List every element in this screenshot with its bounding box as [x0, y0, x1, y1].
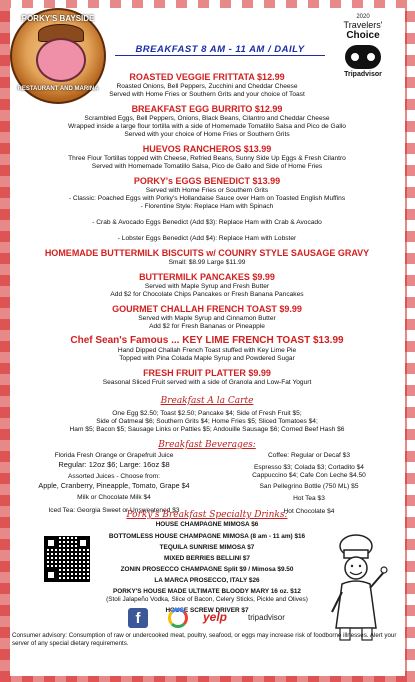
consumer-advisory: Consumer advisory: Consumption of raw or undercooked meat, poultry, seafood, or eggs may increase risk of foodborne illnesses. Alert your server of any special dietary requirements.: [12, 632, 397, 647]
beverage-line: Regular: 12oz $6; Large: 16oz $8: [58, 460, 170, 469]
qr-code[interactable]: [44, 536, 90, 582]
item-desc: Served with Maple Syrup and Fresh Butter: [144, 283, 270, 290]
item-desc: Add $2 for Fresh Bananas or Pineapple: [149, 323, 265, 330]
ala-carte-section: [14, 396, 400, 434]
logo-bottom-text: RESTAURANT AND MARINA: [17, 86, 99, 92]
item-desc: Add $2 for Chocolate Chips Pancakes or Fresh Banana Pancakes: [110, 291, 304, 298]
drink-line: HOUSE CHAMPAGNE MIMOSA $6: [155, 521, 259, 528]
item-desc: Served with Home Fries or Southern Grits: [145, 187, 269, 194]
beverage-line: Cappuccino $4; Cafe Con Leche $4.50: [252, 472, 366, 479]
award-line1: Travelers': [343, 20, 383, 30]
item-title: ROASTED VEGGIE FRITTATA $12.99: [129, 72, 285, 82]
item-desc: Roasted Onions, Bell Peppers, Zucchini and Cheddar Cheese: [116, 83, 298, 90]
menu-item: [14, 304, 400, 331]
item-title: PORKY's EGGS BENEDICT $13.99: [133, 176, 281, 186]
facebook-icon[interactable]: f: [128, 608, 148, 628]
specialty-drinks: [92, 521, 322, 615]
menu-item: [14, 104, 400, 139]
logo-top-text: PORKY'S BAYSIDE: [21, 14, 95, 23]
google-icon[interactable]: [168, 608, 188, 628]
item-title: BUTTERMILK PANCAKES $9.99: [139, 272, 275, 282]
drink-line: TEQUILA SUNRISE MIMOSA $7: [159, 544, 255, 551]
beverage-line: Hot Tea $3: [293, 495, 325, 502]
item-desc: Served with Homemade Tomatillo Salsa, Pico de Gallo and Side of Home Fries: [91, 163, 323, 170]
beverage-line: Assorted Juices - Choose from:: [68, 473, 160, 480]
beverages-right: [224, 452, 394, 516]
drink-line: LA MARCA PROSECCO, ITALY $26: [154, 577, 260, 584]
item-desc: Served with your choice of Home Fries or Southern Grits: [124, 131, 290, 138]
item-desc: - Classic: Poached Eggs with Porky's Hollandaise Sauce over Ham on Toasted English Muffins: [68, 195, 346, 202]
drink-line: MIXED BERRIES BELLINI $7: [164, 555, 250, 562]
drink-line: BOTTOMLESS HOUSE CHAMPAGNE MIMOSA (8 am - 11 am) $16: [108, 533, 306, 540]
award-year: 2020: [356, 14, 370, 20]
menu-item: [14, 272, 400, 299]
beverage-line: Milk or Chocolate Milk $4: [77, 494, 151, 501]
menu-item: [14, 248, 400, 267]
tripadvisor-owl-icon: [345, 45, 381, 69]
item-desc: Small: $8.99 Large $11.99: [168, 259, 246, 266]
ala-carte-line: Side of Oatmeal $6; Southern Grits $4; Home Fries $5; Sliced Tomatoes $4;: [96, 418, 318, 425]
tripadvisor-icon[interactable]: tripadvisor: [248, 613, 285, 622]
award-brand: Tripadvisor: [344, 71, 382, 78]
chef-illustration: [326, 532, 388, 644]
item-desc: Three Flour Tortillas topped with Cheese, Refried Beans, Sunny Side Up Eggs & Fresh Cilantro: [68, 155, 346, 162]
ala-carte-line: One Egg $2.50; Toast $2.50; Pancake $4; Side of Fresh Fruit $5;: [112, 410, 302, 417]
menu-item: [14, 144, 400, 171]
beverage-line: Hot Chocolate $4: [283, 508, 335, 515]
item-title: BREAKFAST EGG BURRITO $12.99: [131, 104, 283, 114]
drink-line: (Stoli Jalapeño Vodka, Slice of Bacon, Celery Sticks, Pickle and Olives): [106, 596, 308, 603]
item-desc: Topped with Pina Colada Maple Syrup and Powdered Sugar: [119, 355, 295, 362]
item-title: GOURMET CHALLAH FRENCH TOAST $9.99: [112, 304, 302, 314]
beverages-title: Breakfast Beverages:: [158, 440, 256, 450]
item-desc: Served with Home Fries or Southern Grits and your choice of Toast: [109, 91, 305, 98]
item-desc: Seasonal Sliced Fruit served with a side of Granola and Low-Fat Yogurt: [102, 379, 312, 386]
item-title: HUEVOS RANCHEROS $13.99: [142, 144, 272, 154]
item-desc: - Crab & Avocado Eggs Benedict (Add $3): Replace Ham with Crab & Avocado: [92, 219, 322, 226]
beverages-left: [24, 452, 204, 515]
beverage-line: Iced Tea: Georgia Sweet or Unsweetened $3: [48, 507, 180, 514]
specialty-title: Porky's Breakfast Specialty Drinks:: [126, 510, 288, 520]
beverages-title-wrap: [14, 440, 400, 450]
ala-carte-line: Ham $5; Bacon $5; Sausage Links or Patties $5; Andouille Sausage $6; Corned Beef Hash $6: [69, 426, 345, 433]
item-desc: Scrambled Eggs, Bell Peppers, Onions, Black Beans, Cilantro and Cheddar Cheese: [84, 115, 330, 122]
yelp-icon[interactable]: yelp: [203, 610, 228, 624]
beverage-line: Apple, Cranberry, Pineapple, Tomato, Grape $4: [38, 481, 190, 490]
beverage-line: Florida Fresh Orange or Grapefruit Juice: [54, 452, 174, 459]
beverage-line: Coffee: Regular or Decaf $3: [268, 452, 350, 459]
menu-item: [14, 335, 400, 363]
award-line2: Choice: [346, 30, 380, 41]
item-desc: - Lobster Eggs Benedict (Add $4): Replace Ham with Lobster: [117, 235, 297, 242]
drink-line: PORKY'S HOUSE MADE ULTIMATE BLOODY MARY 16 oz. $12: [113, 588, 301, 595]
breakfast-hours-header: BREAKFAST 8 AM - 11 AM / DAILY: [115, 44, 325, 56]
specialty-title-wrap: [14, 510, 400, 520]
drink-line: HOUSE SCREW DRIVER $7: [165, 607, 249, 614]
menu-item: [14, 72, 400, 99]
item-title: Chef Sean's Famous ... KEY LIME FRENCH TOAST $13.99: [70, 335, 344, 346]
beverage-line: San Pellegrino Bottle (750 ML) $5: [259, 483, 359, 490]
item-desc: Served with Maple Syrup and Cinnamon Butter: [138, 315, 276, 322]
item-desc: Hand Dipped Challah French Toast stuffed with Key Lime Pie: [117, 347, 297, 354]
item-desc: Wrapped inside a large flour tortilla with a side of Homemade Tomatillo Salsa and Pico de Gallo: [68, 123, 346, 130]
menu-item: [14, 368, 400, 387]
drink-line: ZONIN PROSECCO CHAMPAGNE Split $9 / Mimosa $9.50: [120, 566, 294, 573]
beverage-line: Espresso $3; Colada $3; Cortadito $4: [254, 464, 364, 471]
item-desc: - Florentine Style: Replace Ham with Spinach: [140, 203, 274, 210]
ala-carte-title: Breakfast A la Carte: [160, 396, 254, 406]
item-title: FRESH FRUIT PLATTER $9.99: [143, 368, 271, 378]
item-title: HOMEMADE BUTTERMILK BISCUITS w/ COUNRY STYLE SAUSAGE GRAVY: [44, 248, 370, 258]
menu-item: [14, 176, 400, 243]
